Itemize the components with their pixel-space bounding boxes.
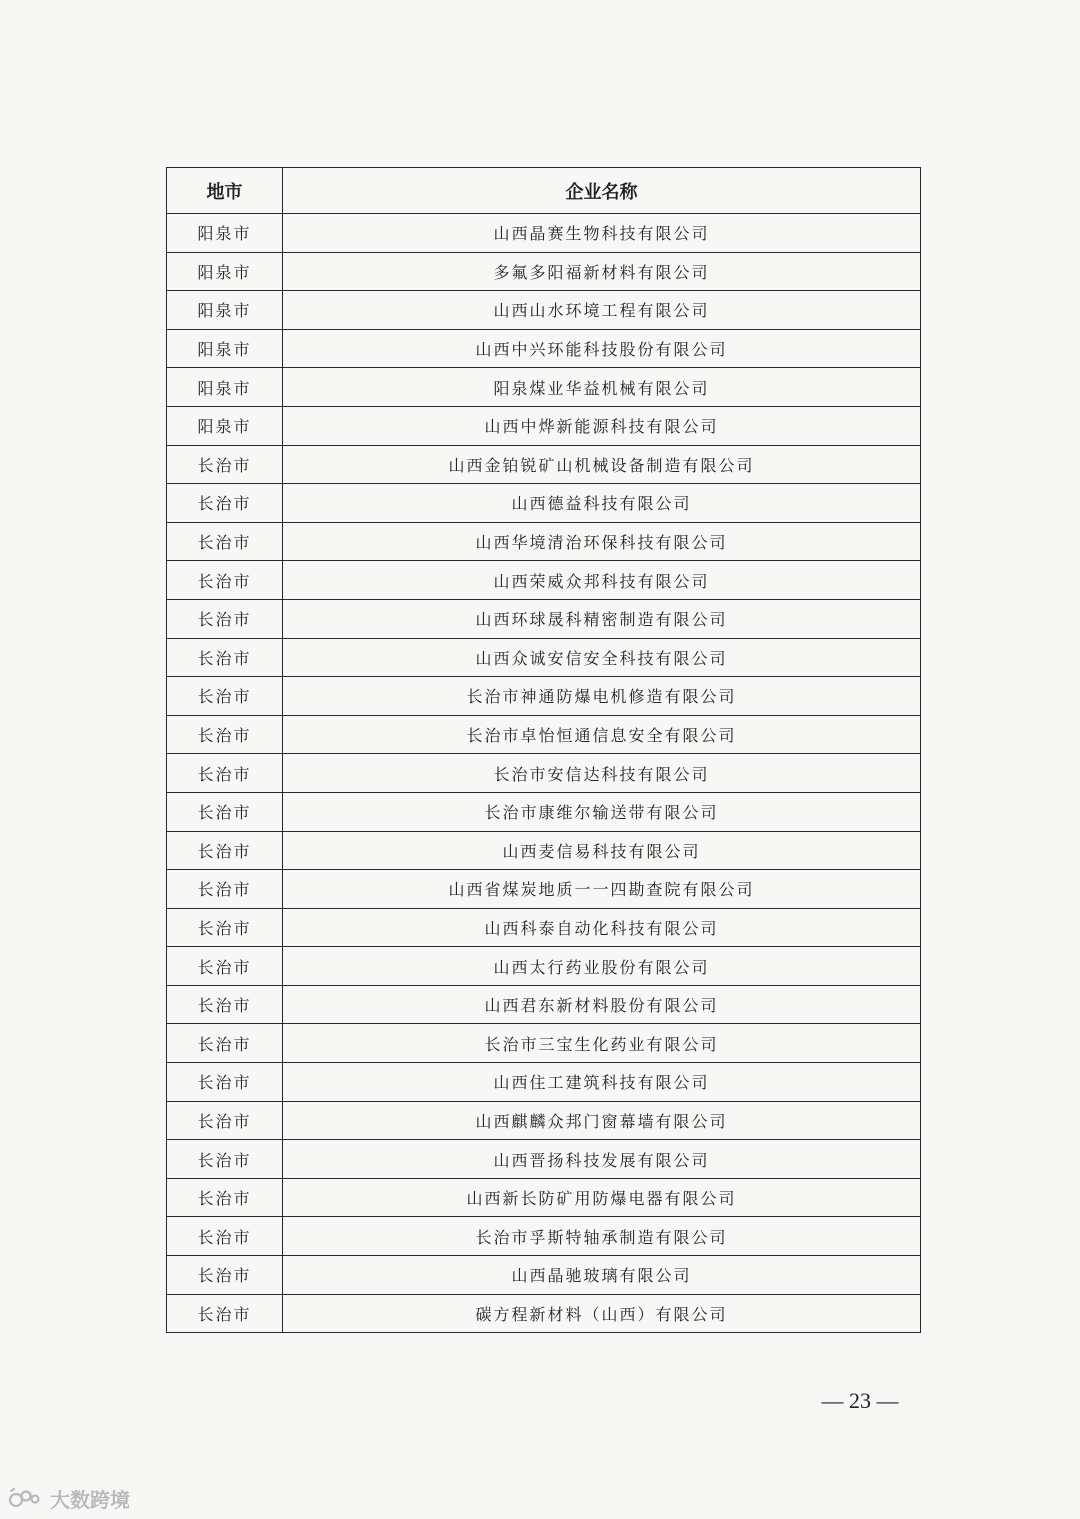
company-name-cell: 山西山水环境工程有限公司 (283, 291, 921, 330)
city-cell: 阳泉市 (167, 406, 283, 445)
company-name-cell: 长治市康维尔输送带有限公司 (283, 792, 921, 831)
city-cell: 长治市 (167, 754, 283, 793)
company-name-cell: 山西麦信易科技有限公司 (283, 831, 921, 870)
company-name-cell: 山西太行药业股份有限公司 (283, 947, 921, 986)
city-cell: 长治市 (167, 484, 283, 523)
company-name-cell: 山西省煤炭地质一一四勘查院有限公司 (283, 870, 921, 909)
table-body (167, 214, 921, 1333)
company-name-cell: 山西中烨新能源科技有限公司 (283, 406, 921, 445)
company-list-table (166, 167, 921, 1333)
table-row (167, 715, 921, 754)
table-row (167, 1063, 921, 1102)
city-cell: 长治市 (167, 1294, 283, 1333)
company-name-cell: 山西麒麟众邦门窗幕墙有限公司 (283, 1101, 921, 1140)
company-name-cell: 阳泉煤业华益机械有限公司 (283, 368, 921, 407)
company-name-cell: 长治市卓怡恒通信息安全有限公司 (283, 715, 921, 754)
city-cell: 长治市 (167, 715, 283, 754)
company-name-cell: 山西众诚安信安全科技有限公司 (283, 638, 921, 677)
city-cell: 长治市 (167, 677, 283, 716)
table-row (167, 947, 921, 986)
company-name-cell: 山西中兴环能科技股份有限公司 (283, 329, 921, 368)
header-company: 企业名称 (283, 168, 921, 214)
company-name-cell: 山西晋扬科技发展有限公司 (283, 1140, 921, 1179)
city-cell: 长治市 (167, 947, 283, 986)
city-cell: 阳泉市 (167, 214, 283, 253)
company-name-cell: 长治市神通防爆电机修造有限公司 (283, 677, 921, 716)
page-number: — 23 — (821, 1388, 899, 1413)
watermark (8, 1484, 130, 1513)
city-cell: 长治市 (167, 445, 283, 484)
company-name-cell: 山西君东新材料股份有限公司 (283, 985, 921, 1024)
table-row (167, 561, 921, 600)
city-cell: 长治市 (167, 985, 283, 1024)
company-name-cell: 长治市安信达科技有限公司 (283, 754, 921, 793)
table-row (167, 368, 921, 407)
company-name-cell: 多氟多阳福新材料有限公司 (283, 252, 921, 291)
company-name-cell: 山西金铂锐矿山机械设备制造有限公司 (283, 445, 921, 484)
city-cell: 长治市 (167, 1256, 283, 1295)
company-name-cell: 山西环球晟科精密制造有限公司 (283, 599, 921, 638)
table-row (167, 831, 921, 870)
table-header-row (167, 168, 921, 214)
city-cell: 长治市 (167, 1024, 283, 1063)
table-row (167, 677, 921, 716)
company-name-cell: 山西德益科技有限公司 (283, 484, 921, 523)
company-name-cell: 山西科泰自动化科技有限公司 (283, 908, 921, 947)
city-cell: 阳泉市 (167, 368, 283, 407)
table-row (167, 1024, 921, 1063)
city-cell: 长治市 (167, 1217, 283, 1256)
table-row (167, 792, 921, 831)
table-row (167, 484, 921, 523)
city-cell: 阳泉市 (167, 291, 283, 330)
company-name-cell: 山西华境清治环保科技有限公司 (283, 522, 921, 561)
company-name-cell: 山西晶赛生物科技有限公司 (283, 214, 921, 253)
table-row (167, 754, 921, 793)
company-list-table-container (166, 167, 920, 1333)
table-row (167, 1256, 921, 1295)
company-name-cell: 山西新长防矿用防爆电器有限公司 (283, 1178, 921, 1217)
company-name-cell: 碳方程新材料（山西）有限公司 (283, 1294, 921, 1333)
table-row (167, 406, 921, 445)
company-name-cell: 山西住工建筑科技有限公司 (283, 1063, 921, 1102)
city-cell: 长治市 (167, 908, 283, 947)
city-cell: 长治市 (167, 870, 283, 909)
company-name-cell: 山西晶驰玻璃有限公司 (283, 1256, 921, 1295)
city-cell: 长治市 (167, 1140, 283, 1179)
city-cell: 长治市 (167, 792, 283, 831)
city-cell: 长治市 (167, 1178, 283, 1217)
table-row (167, 522, 921, 561)
city-cell: 长治市 (167, 1063, 283, 1102)
table-row (167, 445, 921, 484)
table-row (167, 908, 921, 947)
table-row (167, 1101, 921, 1140)
table-row (167, 329, 921, 368)
watermark-text: 大数跨境 (50, 1488, 130, 1512)
table-row (167, 1217, 921, 1256)
table-row (167, 214, 921, 253)
table-row (167, 985, 921, 1024)
table-row (167, 870, 921, 909)
table-row (167, 1294, 921, 1333)
dashuju-logo-icon (8, 1487, 44, 1511)
table-row (167, 252, 921, 291)
table-row (167, 638, 921, 677)
table-row (167, 1140, 921, 1179)
company-name-cell: 长治市三宝生化药业有限公司 (283, 1024, 921, 1063)
table-row (167, 291, 921, 330)
city-cell: 长治市 (167, 638, 283, 677)
table-row (167, 1178, 921, 1217)
header-city: 地市 (167, 168, 283, 214)
city-cell: 长治市 (167, 522, 283, 561)
company-name-cell: 长治市孚斯特轴承制造有限公司 (283, 1217, 921, 1256)
table-row (167, 599, 921, 638)
city-cell: 阳泉市 (167, 252, 283, 291)
city-cell: 阳泉市 (167, 329, 283, 368)
city-cell: 长治市 (167, 831, 283, 870)
company-name-cell: 山西荣威众邦科技有限公司 (283, 561, 921, 600)
city-cell: 长治市 (167, 599, 283, 638)
city-cell: 长治市 (167, 561, 283, 600)
city-cell: 长治市 (167, 1101, 283, 1140)
